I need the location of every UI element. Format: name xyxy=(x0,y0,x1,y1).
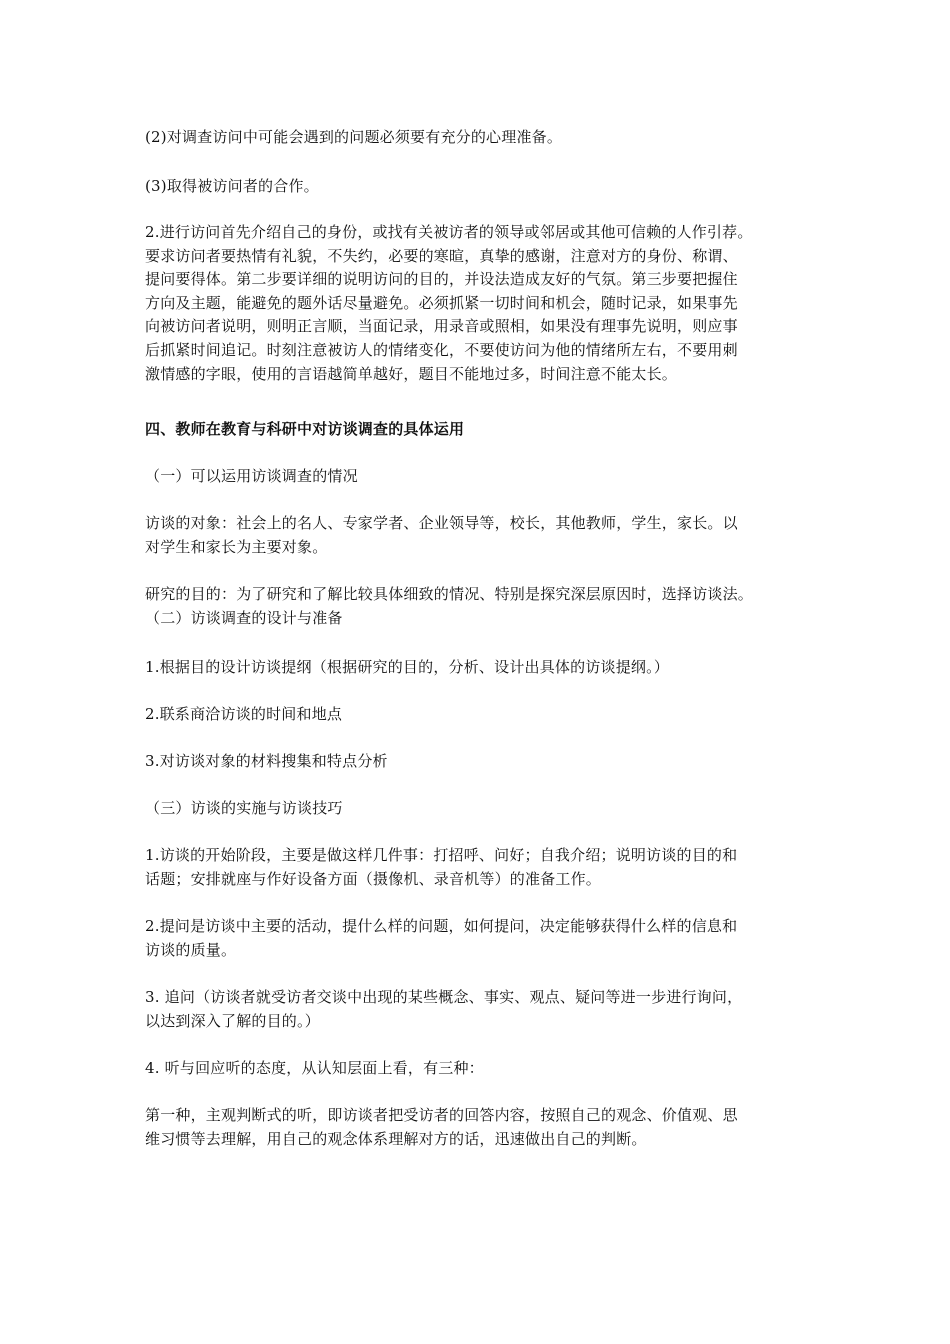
text-line: (3)取得被访问者的合作。 xyxy=(145,177,319,195)
text-line: 3.对访谈对象的材料搜集和特点分析 xyxy=(145,752,388,770)
text-line: 1.根据目的设计访谈提纲（根据研究的目的，分析、设计出具体的访谈提纲。） xyxy=(145,658,670,676)
text-line: 方向及主题，能避免的题外话尽量避免。必须抓紧一切时间和机会，随时记录，如果事先 xyxy=(145,293,738,312)
section-heading-four xyxy=(145,418,813,442)
text-line: 维习惯等去理解，用自己的观念体系理解对方的话，迅速做出自己的判断。 xyxy=(145,1129,647,1148)
text-line: 话题；安排就座与作好设备方面（摄像机、录音机等）的准备工作。 xyxy=(145,869,602,888)
text-line: 2.提问是访谈中主要的活动，提什么样的问题，如何提问，决定能够获得什么样的信息和 xyxy=(145,917,738,935)
text-line: 要求访问者要热情有礼貌，不失约，必要的寒暄，真挚的感谢，注意对方的身份、称谓、 xyxy=(145,246,738,265)
paragraph-listening-type-1 xyxy=(145,1104,813,1151)
text-line: （一）可以运用访谈调查的情况 xyxy=(145,467,358,485)
text-line: 激情感的字眼，使用的言语越简单越好，题目不能地过多，时间注意不能太长。 xyxy=(145,364,678,383)
paragraph-preparation-2 xyxy=(145,126,813,150)
list-item-design-2 xyxy=(145,703,813,727)
paragraph-preparation-3 xyxy=(145,175,813,199)
text-line: 以达到深入了解的目的。） xyxy=(145,1011,320,1030)
text-line: (2)对调查访问中可能会遇到的问题必须要有充分的心理准备。 xyxy=(145,128,563,146)
text-line: 访谈的质量。 xyxy=(145,940,237,959)
text-line: 2.进行访问首先介绍自己的身份，或找有关被访者的领导或邻居或其他可信赖的人作引荐。 xyxy=(145,223,753,241)
text-line: 第一种，主观判断式的听，即访谈者把受访者的回答内容，按照自己的观念、价值观、思 xyxy=(145,1106,738,1124)
text-line: 4. 听与回应听的态度，从认知层面上看，有三种： xyxy=(145,1059,484,1077)
text-line: 对学生和家长为主要对象。 xyxy=(145,537,328,556)
list-item-design-3 xyxy=(145,750,813,774)
text-line: 3. 追问（访谈者就受访者交谈中出现的某些概念、事实、观点、疑问等进一步进行询问， xyxy=(145,988,743,1006)
text-line: 访谈的对象：社会上的名人、专家学者、企业领导等，校长，其他教师，学生，家长。以 xyxy=(145,514,738,532)
paragraph-interview-steps xyxy=(145,221,813,386)
list-item-technique-4 xyxy=(145,1057,813,1081)
text-line: 向被访问者说明，则明正言顺，当面记录，用录音或照相，如果没有理事先说明，则应事 xyxy=(145,317,738,336)
text-line: 研究的目的：为了研究和了解比较具体细致的情况、特别是探究深层原因时，选择访谈法。 xyxy=(145,585,754,603)
list-item-technique-3 xyxy=(145,986,813,1033)
list-item-design-1 xyxy=(145,656,813,680)
paragraph-interview-objects xyxy=(145,512,813,559)
text-line: 1.访谈的开始阶段，主要是做这样几件事：打招呼、问好；自我介绍；说明访谈的目的和 xyxy=(145,846,738,864)
subsection-heading-one xyxy=(145,465,813,489)
text-line: 提问要得体。第二步要详细的说明访问的目的，并设法造成友好的气氛。第三步要把握住 xyxy=(145,270,738,289)
text-line: （三）访谈的实施与访谈技巧 xyxy=(145,799,343,817)
text-line: （二）访谈调查的设计与准备 xyxy=(145,608,343,627)
text-line: 2.联系商洽访谈的时间和地点 xyxy=(145,705,343,723)
list-item-technique-1 xyxy=(145,844,813,891)
list-item-technique-2 xyxy=(145,915,813,962)
heading-text: 四、教师在教育与科研中对访谈调查的具体运用 xyxy=(145,420,465,438)
subsection-heading-three xyxy=(145,797,813,821)
text-line: 后抓紧时间追记。时刻注意被访人的情绪变化，不要使访问为他的情绪所左右，不要用刺 xyxy=(145,340,738,359)
paragraph-research-purpose xyxy=(145,583,813,630)
